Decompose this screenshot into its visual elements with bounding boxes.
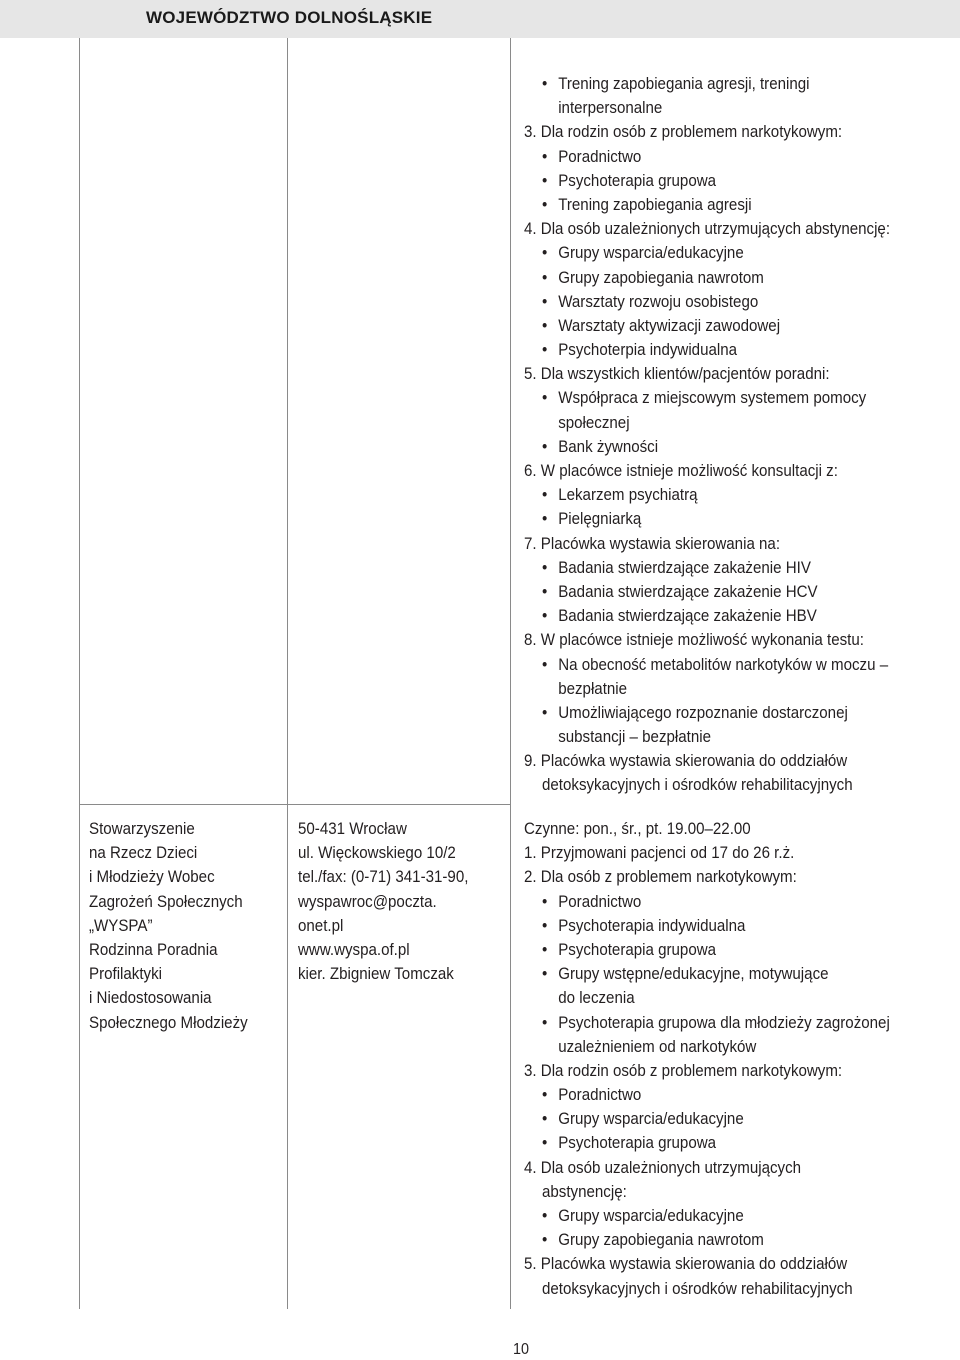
service-line: • Grupy wsparcia/edukacyjne [524, 1107, 890, 1131]
service-line: • Badania stwierdzające zakażenie HBV [524, 604, 890, 628]
name-line: Zagrożeń Społecznych [89, 891, 243, 911]
service-line: 6. W placówce istnieje możliwość konsultacji z: [524, 461, 838, 480]
service-line: • Grupy zapobiegania nawrotom [524, 266, 890, 290]
contact-line: kier. Zbigniew Tomczak [298, 964, 454, 984]
service-line: • Grupy wsparcia/edukacyjne [524, 241, 890, 265]
service-line: • Współpraca z miejscowym systemem pomocy [524, 386, 890, 410]
column-divider-2 [287, 38, 288, 1309]
page-number: 10 [513, 1341, 530, 1358]
service-line: • Lekarzem psychiatrą [524, 483, 890, 507]
contact-line: ul. Więckowskiego 10/2 [298, 843, 456, 863]
service-line: • Grupy wsparcia/edukacyjne [524, 1204, 890, 1228]
service-line: • Umożliwiającego rozpoznanie dostarczonej [524, 701, 890, 725]
contact-line: wyspawroc@poczta. [298, 891, 437, 911]
service-line: • Psychoterpia indywidualna [524, 338, 890, 362]
service-line: • Psychoterapia grupowa [524, 938, 890, 962]
name-line: Rodzinna Poradnia [89, 939, 218, 959]
organization-services [524, 817, 890, 1301]
service-line: społecznej [558, 412, 630, 432]
service-line: • Poradnictwo [524, 145, 890, 169]
service-line: 5. Dla wszystkich klientów/pacjentów poradni: [524, 364, 830, 384]
service-line: • Pielęgniarką [524, 507, 890, 531]
service-line: do leczenia [558, 988, 635, 1008]
page-header [0, 0, 960, 38]
contact-line: www.wyspa.of.pl [298, 939, 410, 959]
service-line: • Grupy wstępne/edukacyjne, motywujące [524, 962, 890, 986]
service-line: Czynne: pon., śr., pt. 19.00–22.00 [524, 819, 751, 838]
contact-line: tel./fax: (0-71) 341-31-90, [298, 867, 469, 887]
service-line: 1. Przyjmowani pacjenci od 17 do 26 r.ż. [524, 843, 795, 863]
service-line: • Na obecność metabolitów narkotyków w moczu – [524, 653, 890, 677]
service-line: • Poradnictwo [524, 1083, 890, 1107]
service-line: • Badania stwierdzające zakażenie HIV [524, 556, 890, 580]
service-line: 8. W placówce istnieje możliwość wykonania testu: [524, 630, 864, 650]
column-divider-1 [79, 38, 80, 1309]
service-line: • Trening zapobiegania agresji, treningi [524, 72, 890, 96]
service-line: uzależnieniem od narkotyków [558, 1036, 757, 1056]
name-line: Społecznego Młodzieży [89, 1012, 248, 1032]
service-line: • Warsztaty aktywizacji zawodowej [524, 314, 890, 338]
service-line: • Bank żywności [524, 435, 890, 459]
service-line: interpersonalne [558, 98, 663, 118]
organization-contact [298, 817, 468, 986]
service-line: • Psychoterapia grupowa [524, 169, 890, 193]
service-line: 2. Dla osób z problemem narkotykowym: [524, 867, 797, 887]
service-line: • Psychoterapia indywidualna [524, 914, 890, 938]
service-line: 9. Placówka wystawia skierowania do oddziałów [524, 751, 848, 771]
contact-line: onet.pl [298, 915, 344, 935]
column-divider-3 [510, 38, 511, 1309]
name-line: Stowarzyszenie [89, 819, 195, 838]
row-divider [79, 804, 510, 805]
service-line: • Badania stwierdzające zakażenie HCV [524, 580, 890, 604]
service-line: • Warsztaty rozwoju osobistego [524, 290, 890, 314]
service-line: 3. Dla rodzin osób z problemem narkotykowym: [524, 122, 843, 142]
name-line: i Niedostosowania [89, 988, 212, 1008]
region-title: WOJEWÓDZTWO DOLNOŚLĄSKIE [146, 8, 433, 27]
name-line: Profilaktyki [89, 964, 163, 984]
service-line: • Trening zapobiegania agresji [524, 193, 890, 217]
contact-line: 50-431 Wrocław [298, 819, 407, 838]
name-line: „WYSPA” [89, 915, 153, 935]
service-line: detoksykacyjnych i ośrodków rehabilitacyjnych [542, 1278, 853, 1298]
service-line: • Psychoterapia grupowa dla młodzieży zagrożonej [524, 1011, 890, 1035]
top-row-services [524, 72, 890, 798]
service-line: detoksykacyjnych i ośrodków rehabilitacyjnych [542, 775, 853, 795]
organization-name [89, 817, 248, 1035]
service-line: • Grupy zapobiegania nawrotom [524, 1228, 890, 1252]
service-line: 3. Dla rodzin osób z problemem narkotykowym: [524, 1060, 843, 1080]
service-line: abstynencję: [542, 1181, 627, 1201]
service-line: 4. Dla osób uzależnionych utrzymujących abstynencję: [524, 219, 891, 239]
service-line: • Psychoterapia grupowa [524, 1131, 890, 1155]
name-line: na Rzecz Dzieci [89, 843, 198, 863]
service-line: bezpłatnie [558, 678, 628, 698]
service-line: substancji – bezpłatnie [558, 727, 712, 747]
name-line: i Młodzieży Wobec [89, 867, 215, 887]
service-line: 4. Dla osób uzależnionych utrzymujących [524, 1157, 802, 1177]
service-line: • Poradnictwo [524, 890, 890, 914]
service-line: 5. Placówka wystawia skierowania do oddziałów [524, 1254, 848, 1274]
service-line: 7. Placówka wystawia skierowania na: [524, 533, 781, 553]
